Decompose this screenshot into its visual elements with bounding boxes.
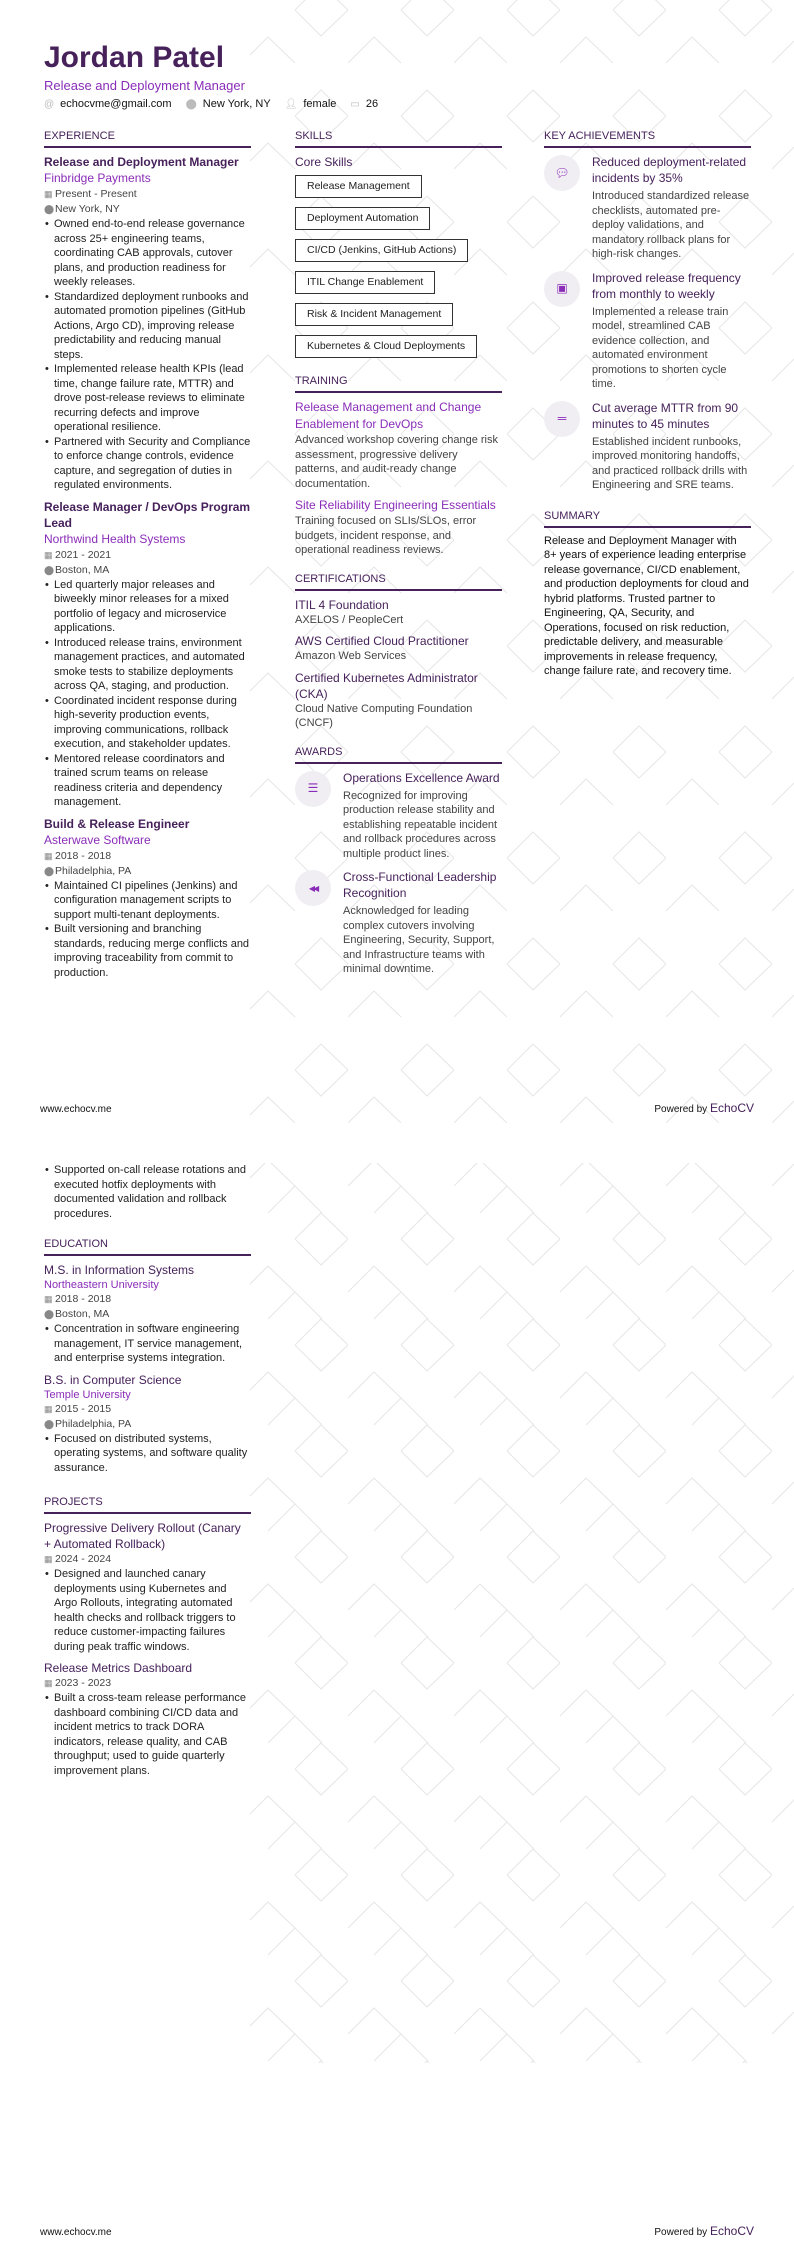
bullet-list — [44, 217, 251, 493]
training-entry — [295, 497, 502, 558]
bullet-item: • Built a cross-team release performance dashboard combining CI/CD data and incident metrics to track DORA indicators, release quality, and CAB throughput; used to guide quarterly improvement plans. — [44, 1691, 251, 1778]
location-icon: ⬤ — [44, 1309, 55, 1319]
align-left-icon: ☰ — [295, 771, 331, 807]
bullet-item: • Implemented release health KPIs (lead time, change failure rate, MTTR) and drove post-release reviews to eliminate recurring defects and improve operational resilience. — [44, 362, 251, 435]
resume-page-2 — [0, 1123, 794, 2246]
meta-line — [44, 202, 251, 217]
awards-title: Cross-Functional Leadership Recognition — [343, 870, 497, 900]
calendar-icon: ▦ — [44, 850, 53, 861]
achievements-title: Reduced deployment-related incidents by 35% — [592, 155, 747, 185]
bullet-item: • Built versioning and branching standards, reducing merge conflicts and improving traceability from commit to production. — [44, 922, 251, 980]
training-description: Training focused on SLIs/SLOs, error budgets, incident response, and operational readiness reviews. — [295, 515, 477, 556]
certification-name: AWS Certified Cloud Practitioner — [295, 634, 469, 648]
certification-entry — [295, 670, 502, 731]
candidate-name: Jordan Patel — [44, 41, 225, 74]
section-heading-education: EDUCATION — [44, 1237, 251, 1256]
bullet-item: • Focused on distributed systems, operating systems, and software quality assurance. — [44, 1432, 251, 1476]
rewind-icon: ◀◀ — [295, 870, 331, 906]
skill-tag: CI/CD (Jenkins, GitHub Actions) — [295, 239, 468, 262]
middle-column — [295, 129, 502, 985]
bullet-item: • Introduced release trains, environment management practices, and automated smoke tests to stabilize deployments across QA, staging, and production. — [44, 636, 251, 694]
brand-logo[interactable]: EchoCV — [709, 1101, 754, 1115]
email[interactable]: echocvme@gmail.com — [60, 98, 172, 110]
contact-info — [44, 97, 378, 112]
section-heading-training: TRAINING — [295, 374, 502, 393]
job-title: Release Manager / DevOps Program Lead — [44, 499, 251, 530]
achievements-body — [592, 400, 751, 493]
training-title: Site Reliability Engineering Essentials — [295, 498, 496, 512]
school-name: Temple University — [44, 1388, 131, 1401]
user-icon: 👤︎ — [284, 99, 298, 110]
calendar-text: 2018 - 2018 — [55, 849, 112, 862]
location-icon: ⬤ — [44, 865, 55, 876]
bullet-item: • Designed and launched canary deployments using Kubernetes and Argo Rollouts, integrating automated health checks and rollback triggers to reduce customer-impacting failures during peak traffic windows. — [44, 1567, 251, 1654]
certification-issuer: Amazon Web Services — [295, 650, 407, 662]
email-icon: @ — [44, 99, 55, 110]
bullet-list — [44, 1432, 251, 1476]
section-heading-awards: AWARDS — [295, 745, 502, 764]
section-heading-achievements: KEY ACHIEVEMENTS — [544, 129, 751, 148]
certification-name: ITIL 4 Foundation — [295, 597, 389, 612]
page-footer — [40, 2224, 754, 2240]
certification-issuer: AXELOS / PeopleCert — [295, 613, 404, 626]
calendar-icon: ▦ — [44, 1554, 53, 1564]
bullet-item: • Led quarterly major releases and biweekly minor releases for a mixed portfolio of legacy and microservice applications. — [44, 578, 251, 636]
awards-body — [343, 770, 502, 862]
job-title: Build & Release Engineer — [44, 816, 190, 831]
section-heading-summary: SUMMARY — [544, 509, 751, 528]
bullet-item: • Concentration in software engineering management, IT service management, and enterprise systems integration. — [44, 1322, 251, 1366]
section-heading-certifications: CERTIFICATIONS — [295, 572, 502, 591]
bullet-list — [44, 879, 251, 981]
certification-entry — [295, 633, 502, 664]
bullet-item: • Owned end-to-end release governance across 25+ engineering teams, coordinating CAB approvals, cutover plans, and production readiness for weekly releases. — [44, 217, 251, 290]
equals-icon: ═ — [544, 401, 580, 437]
certification-name: Certified Kubernetes Administrator (CKA) — [295, 670, 478, 701]
calendar-icon: ▭ — [350, 99, 360, 110]
awards-item — [295, 770, 502, 862]
achievements-item — [544, 270, 751, 392]
location-text: Boston, MA — [55, 1308, 110, 1320]
skill-tag: Kubernetes & Cloud Deployments — [295, 335, 477, 358]
bullet-list — [44, 578, 251, 810]
left-column — [44, 129, 251, 986]
section-heading-projects: PROJECTS — [44, 1495, 251, 1514]
certification-entry — [295, 597, 502, 628]
powered-by-label: Powered by — [654, 1104, 708, 1115]
achievements-item — [544, 154, 751, 262]
experience-entry — [44, 154, 251, 493]
calendar-icon: ▦ — [44, 1403, 53, 1414]
meta-line — [44, 187, 251, 202]
footer-site-link[interactable]: www.echocv.me — [40, 1104, 112, 1115]
bullet-item: • Mentored release coordinators and trained scrum teams on release readiness criteria and dependency management. — [44, 752, 251, 810]
awards-body — [343, 869, 502, 977]
education-entry — [44, 1262, 251, 1366]
location-text: New York, NY — [55, 203, 120, 215]
company-name: Northwind Health Systems — [44, 531, 186, 546]
calendar-icon: ▦ — [44, 189, 53, 199]
section-heading-skills: SKILLS — [295, 129, 502, 148]
meta-line — [44, 1402, 251, 1417]
school-name: Northeastern University — [44, 1279, 159, 1291]
meta-line — [44, 563, 251, 578]
education-entry — [44, 1372, 251, 1476]
candidate-title: Release and Deployment Manager — [44, 78, 245, 93]
company-name: Finbridge Payments — [44, 171, 151, 185]
location-icon: ⬤ — [44, 564, 55, 575]
achievements-item — [544, 400, 751, 493]
project-name: Progressive Delivery Rollout (Canary + Automated Rollback) — [44, 1521, 241, 1551]
degree: M.S. in Information Systems — [44, 1263, 195, 1277]
location-icon: ⬤ — [44, 1418, 55, 1429]
training-description: Advanced workshop covering change risk assessment, progressive delivery patterns, and audit-ready change documentation. — [295, 434, 499, 490]
skill-tag: Deployment Automation — [295, 207, 430, 230]
skill-group-title: Core Skills — [295, 155, 353, 169]
achievements-body — [592, 154, 751, 262]
project-entry — [44, 1520, 251, 1654]
calendar-icon: ▦ — [44, 1294, 53, 1304]
bullet-list — [44, 1567, 251, 1654]
degree: B.S. in Computer Science — [44, 1372, 182, 1387]
meta-line — [44, 864, 251, 879]
calendar-text: 2018 - 2018 — [55, 1293, 112, 1305]
achievements-description: Implemented a release train model, streamlined CAB evidence collection, and automated environment promotions to shorten cycle time. — [592, 305, 729, 390]
footer-site-link[interactable]: www.echocv.me — [40, 2227, 112, 2238]
bullet-list — [44, 1691, 251, 1778]
project-name: Release Metrics Dashboard — [44, 1661, 193, 1675]
calendar-text: Present - Present — [55, 188, 137, 200]
location-text: Philadelphia, PA — [55, 1417, 132, 1430]
bullet-item: • Standardized deployment runbooks and automated promotion pipelines (GitHub Actions, Argo CD), improving release predictability and reducing manual steps. — [44, 290, 251, 363]
meta-line — [44, 1552, 251, 1567]
calendar-text: 2021 - 2021 — [55, 548, 112, 561]
achievements-body — [592, 270, 751, 392]
meta-line — [44, 548, 251, 563]
meta-line — [44, 849, 251, 864]
chat-icon: 💬︎ — [544, 155, 580, 191]
bullet-list — [44, 1322, 251, 1366]
gender: female — [303, 98, 337, 110]
brand-logo[interactable]: EchoCV — [709, 2224, 754, 2238]
project-entry — [44, 1660, 251, 1778]
calendar-text: 2023 - 2023 — [55, 1677, 112, 1689]
training-entry — [295, 399, 502, 491]
calendar-icon: ▦ — [44, 1678, 53, 1688]
section-heading-experience: EXPERIENCE — [44, 129, 251, 148]
achievements-description: Established incident runbooks, improved monitoring handoffs, and practiced rollback drills with Engineering and SRE teams. — [592, 435, 748, 491]
calendar-text: 2024 - 2024 — [55, 1553, 112, 1565]
meta-line — [44, 1676, 251, 1691]
job-title: Release and Deployment Manager — [44, 155, 239, 169]
achievements-title: Improved release frequency from monthly to weekly — [592, 270, 741, 301]
location-text: Boston, MA — [55, 563, 110, 576]
meta-line — [44, 1417, 251, 1432]
location: New York, NY — [202, 98, 271, 110]
awards-description: Recognized for improving production release stability and establishing repeatable incident and rollback procedures across multiple product lines. — [343, 789, 498, 860]
experience-entry — [44, 816, 251, 981]
achievements-description: Introduced standardized release checklists, automated pre-deploy validations, and mandatory rollback plans for high-risk changes. — [592, 190, 750, 260]
skill-tag: Release Management — [295, 175, 422, 198]
meta-line — [44, 1292, 251, 1307]
calendar-icon: ▦ — [44, 549, 53, 560]
skill-tag: Risk & Incident Management — [295, 303, 453, 326]
skill-tag: ITIL Change Enablement — [295, 271, 435, 294]
location-icon: ⬤ — [44, 204, 55, 214]
awards-item — [295, 869, 502, 977]
location-icon: ⬤ — [185, 99, 197, 110]
bullet-item: • Supported on-call release rotations and executed hotfix deployments with documented validation and rollback procedures. — [44, 1163, 251, 1221]
awards-title: Operations Excellence Award — [343, 770, 500, 785]
chip-icon: ▣ — [544, 271, 580, 307]
achievements-title: Cut average MTTR from 90 minutes to 45 minutes — [592, 400, 739, 431]
right-column — [544, 129, 751, 679]
summary-text: Release and Deployment Manager with 8+ years of experience leading enterprise release governance, CI/CD enablement, and production deployments for cloud and hybrid platforms. Trusted partner to Engineering, QA, Security, and Operations, focused on risk reduction, predictable delivery, and measurable improvements in release frequency, change failure rate, and recovery time. — [544, 534, 749, 677]
bullet-item: • Maintained CI pipelines (Jenkins) and configuration management scripts to support multi-tenant deployments. — [44, 879, 251, 923]
awards-description: Acknowledged for leading complex cutovers involving Engineering, Security, Support, and Infrastructure teams with minimal downtime. — [343, 905, 495, 975]
age: 26 — [365, 98, 379, 110]
powered-by-label: Powered by — [654, 2227, 708, 2238]
certification-issuer: Cloud Native Computing Foundation (CNCF) — [295, 702, 473, 729]
meta-line — [44, 1307, 251, 1322]
experience-entry — [44, 499, 251, 810]
bullet-item: • Coordinated incident response during high-severity production events, improving communications, rollback execution, and stakeholder updates. — [44, 694, 251, 752]
training-title: Release Management and Change Enablement for DevOps — [295, 400, 482, 431]
calendar-text: 2015 - 2015 — [55, 1402, 112, 1415]
page-footer — [40, 1101, 754, 1117]
location-text: Philadelphia, PA — [55, 864, 132, 877]
left-column-page-2 — [44, 1163, 251, 1784]
company-name: Asterwave Software — [44, 832, 151, 847]
bullet-item: • Partnered with Security and Compliance to enforce change controls, evidence capture, and segregation of duties in regulated environments. — [44, 435, 251, 493]
